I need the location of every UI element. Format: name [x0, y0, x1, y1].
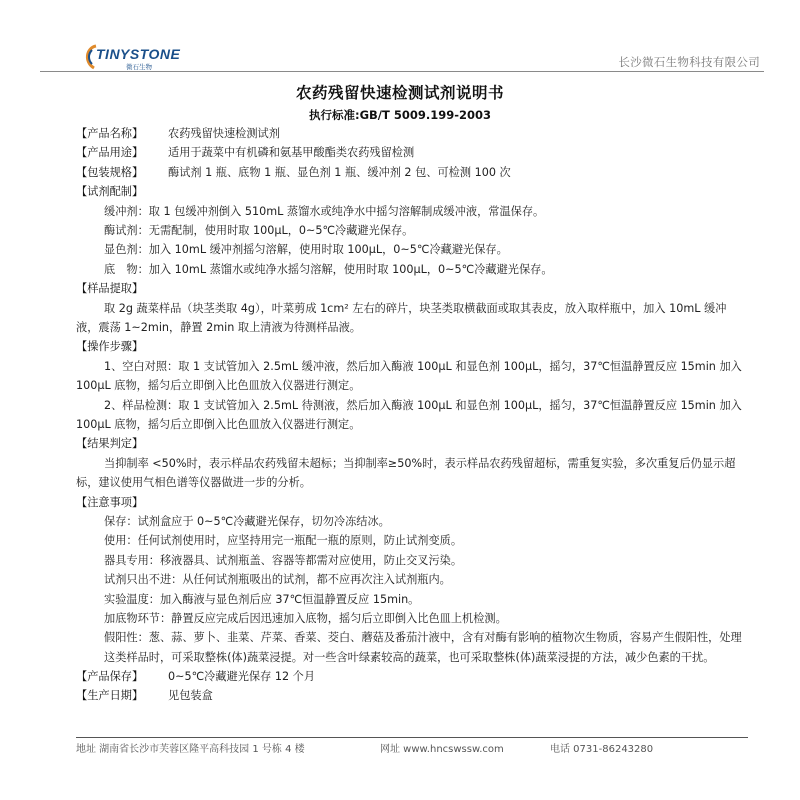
sample-heading: 【样品提取】 — [76, 282, 144, 296]
standard-line: 执行标准:GB/T 5009.199-2003 — [308, 108, 491, 122]
logo-subtitle: 微石生物 — [126, 63, 152, 71]
company-logo — [82, 42, 222, 72]
package-label: 【包装规格】 — [76, 165, 144, 179]
production-date-label: 【生产日期】 — [76, 689, 144, 703]
footer-divider — [76, 737, 748, 738]
note-item: 试剂只出不进：从任何试剂瓶吸出的试剂，都不应再次注入试剂瓶内。 — [104, 573, 451, 587]
company-name: 长沙微石生物科技有限公司 — [618, 55, 760, 69]
header-divider — [40, 71, 764, 72]
reagent-item: 显色剂：加入 10mL 缓冲剂摇匀溶解，使用时取 100μL，0~5℃冷藏避光保存。 — [104, 243, 508, 257]
reagent-item: 缓冲剂：取 1 包缓冲剂倒入 510mL 蒸馏水或纯净水中摇匀溶解制成缓冲液，常温保存。 — [104, 204, 545, 218]
product-name-value: 农药残留快速检测试剂 — [168, 127, 280, 140]
storage-value: 0~5℃冷藏避光保存 12 个月 — [168, 670, 316, 684]
document-body — [76, 124, 748, 706]
storage-label: 【产品保存】 — [76, 670, 144, 684]
result-heading: 【结果判定】 — [76, 437, 144, 451]
document-title: 农药残留快速检测试剂说明书 — [295, 84, 504, 102]
note-item: 实验温度：加入酶液与显色剂后应 37℃恒温静置反应 15min。 — [104, 592, 420, 606]
sample-text: 取 2g 蔬菜样品（块茎类取 4g），叶菜剪成 1cm² 左右的碎片，块茎类取横截面或取其表皮，放入取样瓶中，加入 10mL 缓冲液，震荡 1~2min，静置 2min 取上清液为待测样品液。 — [76, 301, 727, 334]
package-value: 酶试剂 1 瓶、底物 1 瓶、显色剂 1 瓶、缓冲剂 2 包、可检测 100 次 — [168, 165, 511, 179]
steps-heading: 【操作步骤】 — [76, 340, 144, 354]
step-item: 2、样品检测：取 1 支试管加入 2.5mL 待测液，然后加入酶液 100μL 和显色剂 100μL，摇匀，37℃恒温静置反应 15min 加入 100μL 底物，摇匀后立即倒入比色皿放入仪器进行测定。 — [76, 398, 742, 431]
reagent-item: 酶试剂：无需配制，使用时取 100μL，0~5℃冷藏避光保存。 — [104, 223, 414, 237]
product-use-label: 【产品用途】 — [76, 146, 144, 160]
result-text: 当抑制率 <50%时，表示样品农药残留未超标；当抑制率≥50%时，表示样品农药残留超标，需重复实验，多次重复后仍显示超标，建议使用气相色谱等仪器做进一步的分析。 — [76, 456, 736, 490]
note-item: 假阳性：葱、蒜、萝卜、韭菜、芹菜、香菜、茭白、蘑菇及番茄汁液中，含有对酶有影响的植物次生物质，容易产生假阳性，处理这类样品时，可采取整株(体)蔬菜浸提。对一些含叶绿素较高的蔬菜，也可采取整株(体)蔬菜浸提的方法，减少色素的干扰。 — [104, 631, 742, 664]
reagent-item: 底 物：加入 10mL 蒸馏水或纯净水摇匀溶解，使用时取 100μL，0~5℃冷藏避光保存。 — [104, 262, 553, 276]
product-name-label: 【产品名称】 — [76, 127, 144, 140]
footer-address: 地址 湖南省长沙市芙蓉区隆平高科技园 1 号栋 4 楼 — [76, 744, 305, 755]
package-row — [76, 163, 748, 182]
note-item: 保存：试剂盒应于 0~5℃冷藏避光保存，切勿冷冻结冰。 — [104, 514, 390, 528]
footer-phone: 电话 0731-86243280 — [550, 744, 654, 755]
product-use-row — [76, 143, 748, 162]
footer-website: 网址 www.hncswssw.com — [380, 744, 504, 755]
production-date-value: 见包装盒 — [168, 689, 213, 703]
footer — [76, 740, 766, 755]
note-item: 器具专用：移液器具、试剂瓶盖、容器等都需对应使用，防止交叉污染。 — [104, 553, 463, 567]
production-date-row — [76, 686, 748, 705]
storage-row — [76, 667, 748, 686]
note-item: 使用：任何试剂使用时，应坚持用完一瓶配一瓶的原则，防止试剂变质。 — [104, 534, 463, 548]
note-item: 加底物环节：静置反应完成后因迅速加入底物，摇匀后立即倒入比色皿上机检测。 — [104, 611, 507, 625]
product-name-row — [76, 124, 748, 143]
step-item: 1、空白对照：取 1 支试管加入 2.5mL 缓冲液，然后加入酶液 100μL 和显色剂 100μL，摇匀，37℃恒温静置反应 15min 加入 100μL 底物，摇匀后立即倒入比色皿放入仪器进行测定。 — [76, 359, 742, 393]
reagents-heading: 【试剂配制】 — [76, 185, 144, 199]
product-use-value: 适用于蔬菜中有机磷和氨基甲酸酯类农药残留检测 — [168, 146, 415, 160]
notes-heading: 【注意事项】 — [76, 495, 144, 509]
logo-text: TINYSTONE — [96, 46, 181, 62]
